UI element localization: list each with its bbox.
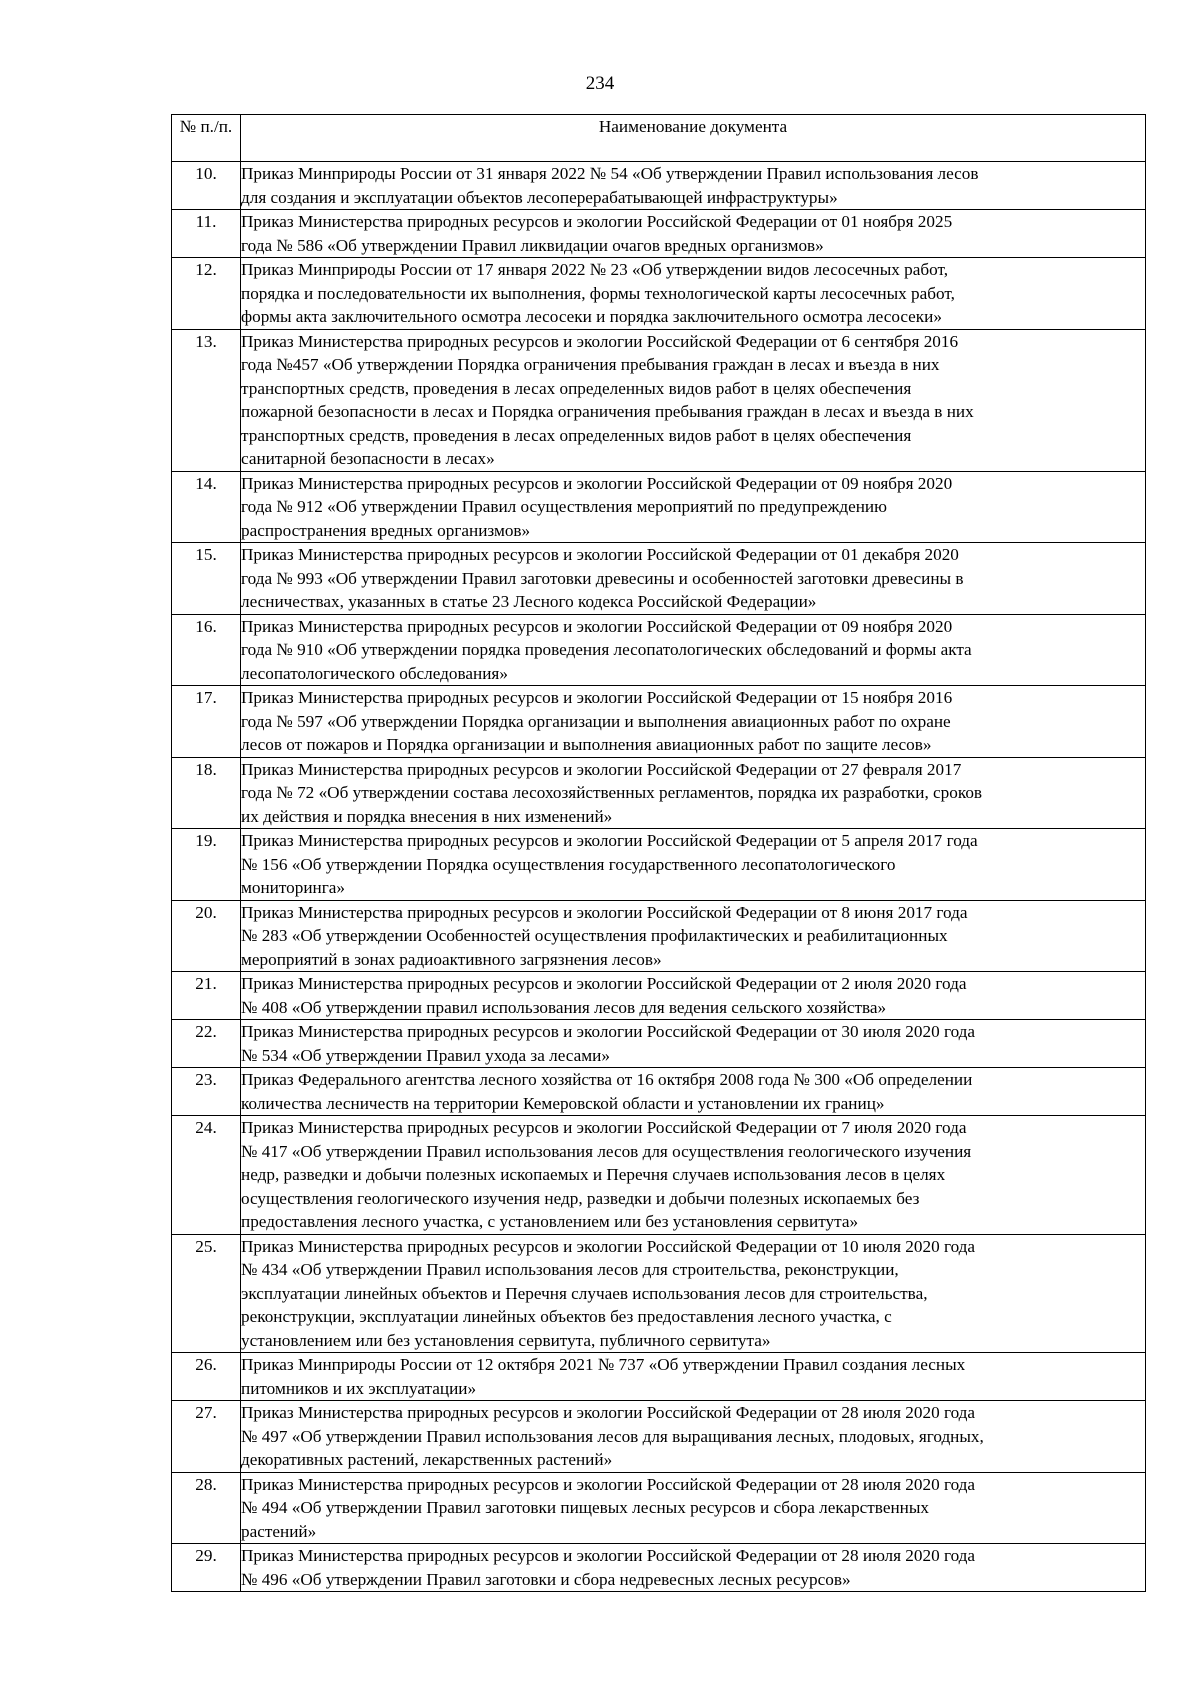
row-number: 12. <box>172 258 241 330</box>
document-name-line: реконструкции, эксплуатации линейных объектов без предоставления лесного участка, с <box>241 1307 892 1326</box>
document-name-line: Приказ Министерства природных ресурсов и экологии Российской Федерации от 30 июля 2020 года <box>241 1022 976 1041</box>
row-number: 20. <box>172 900 241 972</box>
row-number: 19. <box>172 829 241 901</box>
row-number: 13. <box>172 329 241 471</box>
document-name-line: Приказ Федерального агентства лесного хозяйства от 16 октября 2008 года № 300 «Об определении <box>241 1070 973 1089</box>
document-name-line: мероприятий в зонах радиоактивного загрязнения лесов» <box>241 949 662 969</box>
document-name-line: Приказ Минприроды России от 31 января 2022 № 54 «Об утверждении Правил использования лесов <box>241 164 979 183</box>
document-name-line: предоставления лесного участка, с установлением или без установления сервитута» <box>241 1212 859 1231</box>
document-name-line: Приказ Минприроды России от 12 октября 2021 № 737 «Об утверждении Правил создания лесных <box>241 1355 966 1374</box>
document-name <box>241 1353 1146 1401</box>
document-name-line: года №457 «Об утверждении Порядка ограничения пребывания граждан в лесах и въезда в них <box>241 355 940 374</box>
documents-table <box>171 114 1146 1592</box>
document-name <box>241 972 1146 1020</box>
document-name-line: для создания и эксплуатации объектов лесоперерабатывающей инфраструктуры» <box>241 187 838 207</box>
table-row <box>172 614 1146 686</box>
row-number: 15. <box>172 543 241 615</box>
page-number: 234 <box>585 73 615 94</box>
document-name-line: года № 912 «Об утверждении Правил осуществления мероприятий по предупреждению <box>241 497 887 516</box>
document-name <box>241 757 1146 829</box>
document-name <box>241 1544 1146 1592</box>
document-name <box>241 1068 1146 1116</box>
document-name-line: года № 910 «Об утверждении порядка проведения лесопатологических обследований и формы акта <box>241 640 972 659</box>
table-row <box>172 1353 1146 1401</box>
table-row <box>172 1401 1146 1473</box>
row-number: 11. <box>172 210 241 258</box>
document-name <box>241 900 1146 972</box>
row-number: 18. <box>172 757 241 829</box>
document-name-line: года № 597 «Об утверждении Порядка организации и выполнения авиационных работ по охране <box>241 711 951 731</box>
document-name <box>241 1234 1146 1353</box>
document-name <box>241 1472 1146 1544</box>
document-name-line: года № 993 «Об утверждении Правил заготовки древесины и особенностей заготовки древесины в <box>241 568 964 588</box>
document-name-line: Приказ Министерства природных ресурсов и экологии Российской Федерации от 09 ноября 2020 <box>241 616 953 636</box>
document-name-line: Приказ Министерства природных ресурсов и экологии Российской Федерации от 28 июля 2020 года <box>241 1546 976 1565</box>
table-body <box>172 162 1146 1592</box>
row-number: 27. <box>172 1401 241 1473</box>
document-name-line: эксплуатации линейных объектов и Перечня случаев использования лесов для строительства, <box>241 1283 928 1303</box>
document-name-line: Приказ Министерства природных ресурсов и экологии Российской Федерации от 10 июля 2020 года <box>241 1236 976 1256</box>
document-name <box>241 210 1146 258</box>
document-name <box>241 686 1146 758</box>
document-name-line: транспортных средств, проведения в лесах определенных видов работ в целях обеспечения <box>241 425 912 445</box>
document-name-line: санитарной безопасности в лесах» <box>241 449 495 468</box>
row-number: 28. <box>172 1472 241 1544</box>
document-name-line: № 434 «Об утверждении Правил использования лесов для строительства, реконструкции, <box>241 1260 899 1279</box>
document-name-line: растений» <box>241 1521 317 1541</box>
document-name-line: № 283 «Об утверждении Особенностей осуществления профилактических и реабилитационных <box>241 926 948 945</box>
document-name-line: мониторинга» <box>241 878 346 897</box>
document-name <box>241 329 1146 471</box>
document-name-line: их действия и порядка внесения в них изменений» <box>241 806 613 826</box>
document-name-line: распространения вредных организмов» <box>241 520 531 540</box>
table-row <box>172 1544 1146 1592</box>
document-name-line: осуществления геологического изучения недр, разведки и добычи полезных ископаемых без <box>241 1188 920 1208</box>
table-row <box>172 258 1146 330</box>
document-name-line: № 534 «Об утверждении Правил ухода за лесами» <box>241 1045 610 1065</box>
document-name-line: года № 72 «Об утверждении состава лесохозяйственных регламентов, порядка их разработки, сроков <box>241 783 983 802</box>
header-number: № п./п. <box>172 115 241 162</box>
document-name-line: лесничествах, указанных в статье 23 Лесного кодекса Российской Федерации» <box>241 592 817 611</box>
document-name <box>241 543 1146 615</box>
document-name-line: Приказ Министерства природных ресурсов и экологии Российской Федерации от 28 июля 2020 года <box>241 1403 976 1422</box>
table-row <box>172 1472 1146 1544</box>
document-name <box>241 1020 1146 1068</box>
row-number: 25. <box>172 1234 241 1353</box>
document-name-line: Приказ Министерства природных ресурсов и экологии Российской Федерации от 09 ноября 2020 <box>241 473 953 493</box>
table-row <box>172 829 1146 901</box>
document-name-line: Приказ Министерства природных ресурсов и экологии Российской Федерации от 7 июля 2020 года <box>241 1118 967 1137</box>
table-header-row <box>172 115 1146 162</box>
document-name <box>241 258 1146 330</box>
table-row <box>172 1234 1146 1353</box>
document-name-line: порядка и последовательности их выполнения, формы технологической карты лесосечных работ, <box>241 283 955 303</box>
row-number: 29. <box>172 1544 241 1592</box>
document-name-line: количества лесничеств на территории Кемеровской области и установлении их границ» <box>241 1093 885 1113</box>
document-name-line: № 494 «Об утверждении Правил заготовки пищевых лесных ресурсов и сбора лекарственных <box>241 1498 929 1517</box>
table-row <box>172 543 1146 615</box>
document-name-line: № 497 «Об утверждении Правил использования лесов для выращивания лесных, плодовых, ягодных, <box>241 1426 984 1446</box>
table-row <box>172 329 1146 471</box>
table-row <box>172 471 1146 543</box>
table-row <box>172 1068 1146 1116</box>
document-name-line: Приказ Министерства природных ресурсов и экологии Российской Федерации от 5 апреля 2017 года <box>241 831 978 850</box>
document-name-line: недр, разведки и добычи полезных ископаемых и Перечня случаев использования лесов в целях <box>241 1165 946 1184</box>
document-name-line: пожарной безопасности в лесах и Порядка ограничения пребывания граждан в лесах и въезда в них <box>241 402 974 421</box>
document-name <box>241 1116 1146 1235</box>
document-name-line: лесопатологического обследования» <box>241 663 508 683</box>
row-number: 14. <box>172 471 241 543</box>
table-row <box>172 162 1146 210</box>
row-number: 24. <box>172 1116 241 1235</box>
document-name-line: установлением или без установления сервитута, публичного сервитута» <box>241 1330 771 1350</box>
row-number: 26. <box>172 1353 241 1401</box>
document-name-line: Приказ Министерства природных ресурсов и экологии Российской Федерации от 01 декабря 2020 <box>241 545 959 564</box>
row-number: 23. <box>172 1068 241 1116</box>
document-name-line: № 156 «Об утверждении Порядка осуществления государственного лесопатологического <box>241 854 896 874</box>
table-row <box>172 900 1146 972</box>
document-name <box>241 162 1146 210</box>
table-row <box>172 686 1146 758</box>
document-name-line: транспортных средств, проведения в лесах определенных видов работ в целях обеспечения <box>241 378 912 398</box>
document-name-line: питомников и их эксплуатации» <box>241 1378 477 1398</box>
document-name-line: Приказ Министерства природных ресурсов и экологии Российской Федерации от 01 ноября 2025 <box>241 212 953 231</box>
table-row <box>172 972 1146 1020</box>
document-name-line: года № 586 «Об утверждении Правил ликвидации очагов вредных организмов» <box>241 235 824 255</box>
document-name-line: Приказ Министерства природных ресурсов и экологии Российской Федерации от 15 ноября 2016 <box>241 688 953 707</box>
document-name-line: лесов от пожаров и Порядка организации и выполнения авиационных работ по защите лесов» <box>241 735 932 754</box>
table-row <box>172 1116 1146 1235</box>
table-row <box>172 757 1146 829</box>
row-number: 10. <box>172 162 241 210</box>
row-number: 16. <box>172 614 241 686</box>
document-name-line: № 417 «Об утверждении Правил использования лесов для осуществления геологического изучения <box>241 1141 972 1161</box>
document-name-line: Приказ Министерства природных ресурсов и экологии Российской Федерации от 2 июля 2020 года <box>241 974 967 993</box>
document-name <box>241 471 1146 543</box>
document-name-line: № 496 «Об утверждении Правил заготовки и сбора недревесных лесных ресурсов» <box>241 1569 851 1589</box>
document-name-line: формы акта заключительного осмотра лесосеки и порядка заключительного осмотра лесосеки» <box>241 307 942 326</box>
row-number: 22. <box>172 1020 241 1068</box>
row-number: 21. <box>172 972 241 1020</box>
table-row <box>172 210 1146 258</box>
document-name-line: Приказ Министерства природных ресурсов и экологии Российской Федерации от 27 февраля 2017 <box>241 759 962 779</box>
document-name-line: декоративных растений, лекарственных растений» <box>241 1450 613 1469</box>
document-name-line: Приказ Министерства природных ресурсов и экологии Российской Федерации от 28 июля 2020 года <box>241 1474 976 1494</box>
document-name-line: Приказ Министерства природных ресурсов и экологии Российской Федерации от 8 июня 2017 года <box>241 902 968 922</box>
table-row <box>172 1020 1146 1068</box>
row-number: 17. <box>172 686 241 758</box>
document-name-line: № 408 «Об утверждении правил использования лесов для ведения сельского хозяйства» <box>241 997 887 1017</box>
document-name <box>241 1401 1146 1473</box>
header-document-name: Наименование документа <box>241 115 1146 162</box>
document-name-line: Приказ Министерства природных ресурсов и экологии Российской Федерации от 6 сентября 2016 <box>241 331 959 351</box>
document-name-line: Приказ Минприроды России от 17 января 2022 № 23 «Об утверждении видов лесосечных работ, <box>241 260 949 279</box>
document-name <box>241 614 1146 686</box>
document-name <box>241 829 1146 901</box>
